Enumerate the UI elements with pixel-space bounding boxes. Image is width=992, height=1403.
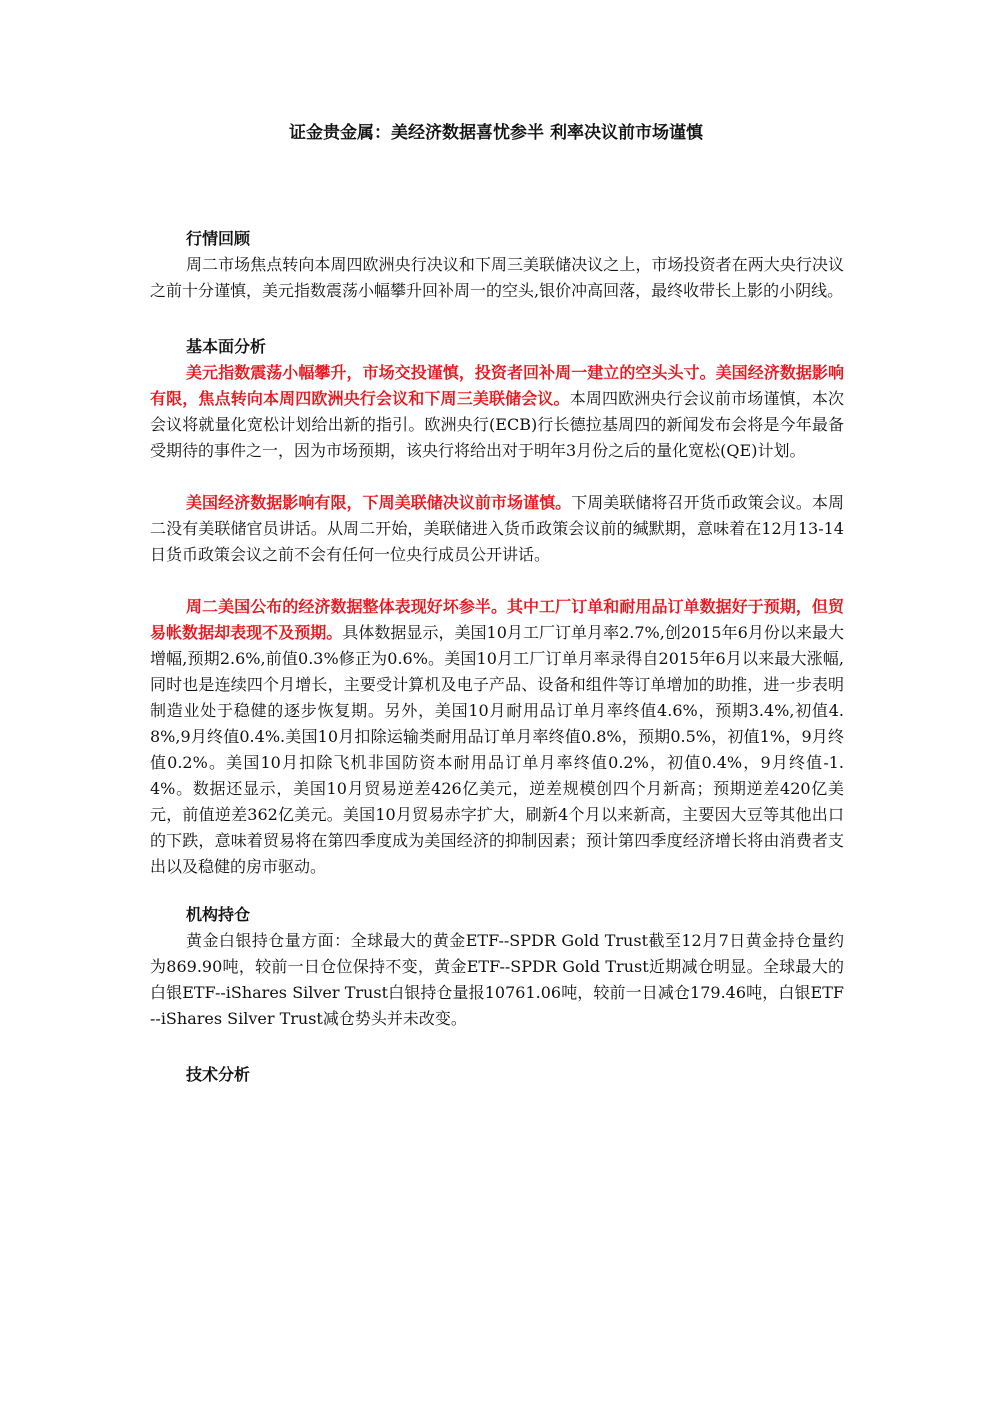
paragraph-fundamental-2 [150,490,844,568]
highlight-dollar-index: 美元指数震荡小幅攀升，市场交投谨慎，投资者回补周一建立的空头头寸。 [186,363,716,382]
text-economic-data: 具体数据显示，美国10月工厂订单月率2.7%,创2015年6月份以来最大增幅,预期2.6%,前值0.3%修正为0.6%。美国10月工厂订单月率录得自2015年6月以来最大涨幅,同时也是连续四个月增长，主要受计算机及电子产品、设备和组件等订单增加的助推，进一步表明制造业处于稳健的逐步恢复期。另外，美国10月耐用品订单月率终值4.6%，预期3.4%,初值4.8%,9月终值0.4%.美国10月扣除运输类耐用品订单月率终值0.8%，预期0.5%，初值1%，9月终值0.2%。美国10月扣除飞机非国防资本耐用品订单月率终值0.2%，初值0.4%，9月终值-1.4%。数据还显示，美国10月贸易逆差426亿美元，逆差规模创四个月新高；预期逆差420亿美元，前值逆差362亿美元。美国10月贸易赤字扩大，刷新4个月以来新高，主要因大豆等其他出口的下跌，意味着贸易将在第四季度成为美国经济的抑制因素；预计第四季度经济增长将由消费者支出以及稳健的房市驱动。 [150,623,844,876]
paragraph-fundamental-3 [150,594,844,880]
highlight-mixed-data: 周二美国公布的经济数据整体表现好坏参半。其中工厂订单和耐用品订单数据好于预期，但贸易帐数据却表现不及预期。 [150,597,844,642]
highlight-us-data-limited: 美国经济数据影响有限，焦点转向本周四欧洲央行会议和下周三美联储会议。 [150,363,844,408]
document-title: 证金贵金属：美经济数据喜忧参半 利率决议前市场谨慎 [289,123,703,143]
text-fed-meeting: 下周美联储将召开货币政策会议。本周二没有美联储官员讲话。从周二开始，美联储进入货币政策会议前的缄默期，意味着在12月13-14日货币政策会议之前不会有任何一位央行成员公开讲话。 [150,493,844,564]
paragraph-market-review: 周二市场焦点转向本周四欧洲央行决议和下周三美联储决议之上，市场投资者在两大央行决议之前十分谨慎，美元指数震荡小幅攀升回补周一的空头,银价冲高回落，最终收带长上影的小阴线。 [150,255,844,300]
text-ecb-meeting: 本周四欧洲央行会议前市场谨慎，本次会议将就量化宽松计划给出新的指引。欧洲央行(ECB)行长德拉基周四的新闻发布会将是今年最备受期待的事件之一，因为市场预期，该央行将给出对于明年3月份之后的量化宽松(QE)计划。 [150,389,844,460]
paragraph-institutional-positions: 黄金白银持仓量方面：全球最大的黄金ETF--SPDR Gold Trust截至12月7日黄金持仓量约为869.90吨，较前一日仓位保持不变，黄金ETF--SPDR Gold Trust近期减仓明显。全球最大的白银ETF--iShares Silver Trust白银持仓量报10761.06吨，较前一日减仓179.46吨，白银ETF--iShares Silver Trust减仓势头并未改变。 [150,931,844,1028]
heading-institutional-positions: 机构持仓 [186,905,251,924]
heading-market-review: 行情回顾 [186,229,251,248]
document-body [150,226,844,1088]
heading-technical-analysis: 技术分析 [186,1065,251,1084]
highlight-fed-caution: 美国经济数据影响有限，下周美联储决议前市场谨慎。 [186,493,572,512]
paragraph-fundamental-1 [150,360,844,464]
heading-fundamental-analysis: 基本面分析 [186,337,267,356]
